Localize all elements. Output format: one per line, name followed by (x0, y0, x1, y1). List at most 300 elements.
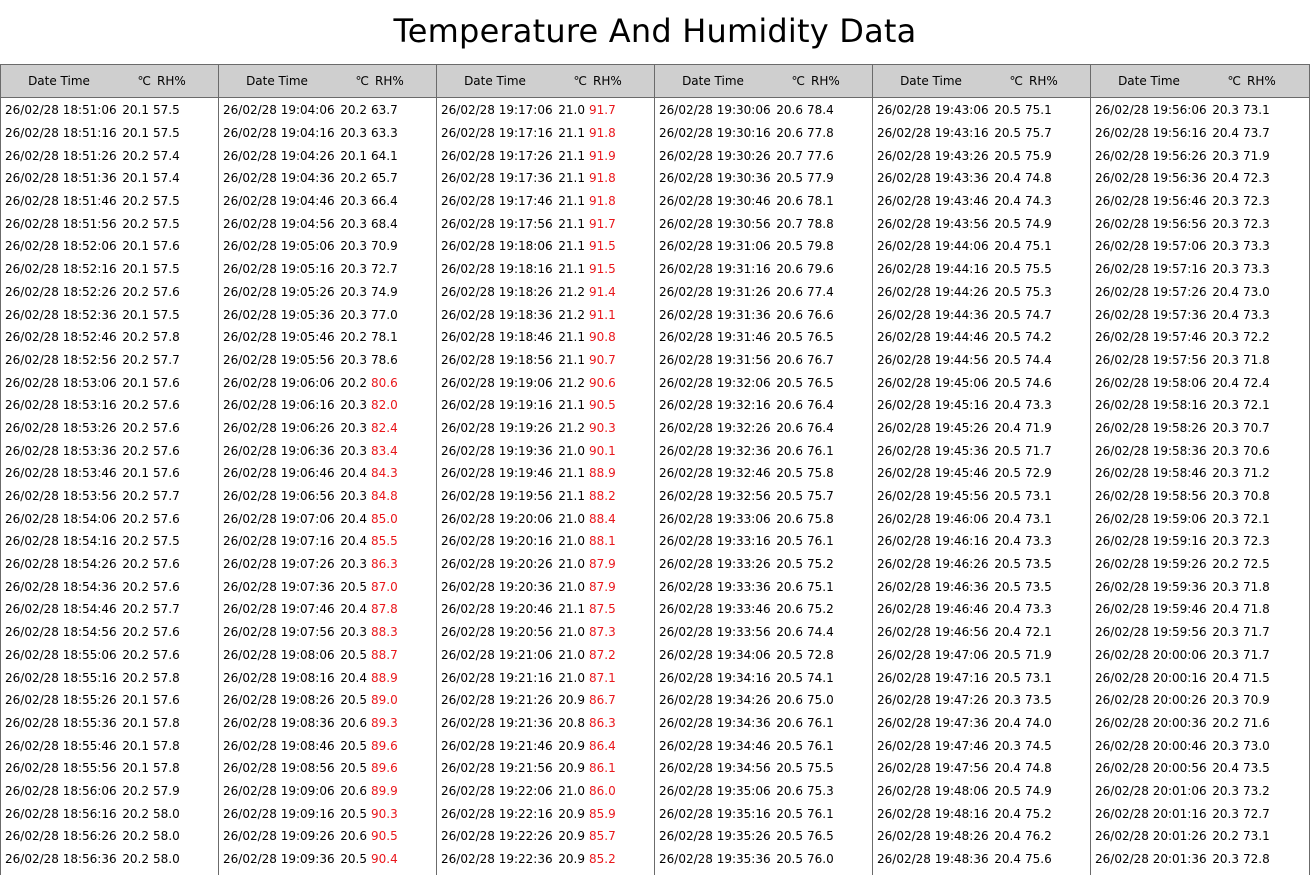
data-column (1, 64, 219, 875)
cell-humidity: 74.9 (1025, 216, 1052, 231)
cell-datetime: 26/02/28 19:32:26 (659, 420, 771, 435)
cell-humidity: 77.0 (371, 307, 398, 322)
cell-datetime: 26/02/28 19:17:16 (441, 126, 553, 141)
table-row (437, 235, 654, 258)
cell-temperature: 20.2 (1212, 557, 1239, 572)
cell-temperature: 20.9 (558, 761, 585, 776)
table-row (1, 780, 218, 803)
cell-datetime: 26/02/28 20:00:56 (1095, 761, 1207, 776)
cell-temperature: 21.1 (558, 126, 585, 141)
cell-datetime: 26/02/28 19:33:46 (659, 602, 771, 617)
cell-humidity: 85.5 (371, 534, 398, 549)
cell-temperature: 20.2 (122, 352, 149, 367)
cell-datetime: 26/02/28 19:21:46 (441, 738, 553, 753)
table-row (1, 99, 218, 122)
cell-humidity: 72.5 (1243, 557, 1270, 572)
cell-humidity: 89.6 (371, 738, 398, 753)
cell-humidity: 85.2 (589, 852, 616, 867)
cell-datetime: 26/02/28 19:05:06 (223, 239, 335, 254)
data-column (219, 64, 437, 875)
cell-temperature: 20.3 (1212, 148, 1239, 163)
cell-temperature: 20.2 (122, 398, 149, 413)
cell-temperature: 20.3 (340, 284, 367, 299)
cell-datetime: 26/02/28 19:46:26 (877, 557, 989, 572)
table-row (437, 349, 654, 372)
cell-humidity: 73.3 (1243, 262, 1270, 277)
cell-datetime: 26/02/28 19:19:46 (441, 466, 553, 481)
cell-humidity: 57.4 (153, 171, 180, 186)
table-row (437, 734, 654, 757)
cell-datetime: 26/02/28 19:57:56 (1095, 352, 1207, 367)
cell-temperature: 20.4 (994, 420, 1021, 435)
cell-datetime: 26/02/28 19:17:36 (441, 171, 553, 186)
cell-humidity: 73.5 (1025, 579, 1052, 594)
cell-humidity: 57.6 (153, 284, 180, 299)
cell-datetime: 26/02/28 19:32:46 (659, 466, 771, 481)
table-row (1091, 349, 1309, 372)
table-row (655, 780, 872, 803)
cell-humidity: 74.9 (1025, 783, 1052, 798)
cell-temperature: 20.5 (994, 352, 1021, 367)
table-row (219, 780, 436, 803)
cell-temperature: 20.6 (776, 625, 803, 640)
cell-temperature: 20.4 (340, 534, 367, 549)
cell-datetime: 26/02/28 19:07:16 (223, 534, 335, 549)
cell-temperature: 20.3 (1212, 534, 1239, 549)
cell-temperature: 20.3 (1212, 194, 1239, 209)
cell-humidity: 58.0 (153, 806, 180, 821)
cell-temperature: 20.6 (776, 783, 803, 798)
table-row (219, 167, 436, 190)
cell-datetime: 26/02/28 20:00:46 (1095, 738, 1207, 753)
cell-datetime: 26/02/28 19:17:46 (441, 194, 553, 209)
cell-temperature: 20.5 (994, 375, 1021, 390)
cell-humidity: 71.2 (1243, 466, 1270, 481)
cell-temperature: 20.2 (340, 330, 367, 345)
cell-humidity: 72.9 (1025, 466, 1052, 481)
cell-datetime: 26/02/28 19:31:16 (659, 262, 771, 277)
table-row (219, 621, 436, 644)
table-row (873, 235, 1090, 258)
cell-humidity: 75.1 (807, 579, 834, 594)
data-column (655, 64, 873, 875)
cell-temperature: 20.5 (994, 557, 1021, 572)
cell-temperature: 20.3 (340, 398, 367, 413)
table-row (655, 734, 872, 757)
cell-humidity: 72.3 (1243, 534, 1270, 549)
cell-humidity: 87.1 (589, 670, 616, 685)
cell-datetime: 26/02/28 18:51:06 (5, 103, 117, 118)
cell-temperature: 20.5 (776, 534, 803, 549)
cell-datetime: 26/02/28 20:00:16 (1095, 670, 1207, 685)
table-row (437, 689, 654, 712)
cell-humidity: 76.6 (807, 307, 834, 322)
table-row (1, 462, 218, 485)
table-row (1091, 553, 1309, 576)
cell-humidity: 76.7 (807, 352, 834, 367)
cell-datetime: 26/02/28 19:43:26 (877, 148, 989, 163)
table-row (1, 258, 218, 281)
cell-temperature: 21.0 (558, 625, 585, 640)
cell-temperature: 21.2 (558, 284, 585, 299)
table-row (655, 825, 872, 848)
table-row (1, 666, 218, 689)
header-humidity: RH% (157, 74, 186, 88)
header-datetime: Date Time (464, 74, 526, 88)
table-row (437, 848, 654, 871)
table-row (873, 281, 1090, 304)
cell-temperature: 20.5 (994, 443, 1021, 458)
cell-datetime: 26/02/28 19:06:56 (223, 489, 335, 504)
cell-temperature: 21.1 (558, 330, 585, 345)
cell-datetime: 26/02/28 18:54:26 (5, 557, 117, 572)
cell-datetime: 26/02/28 19:30:26 (659, 148, 771, 163)
table-row (219, 689, 436, 712)
cell-humidity: 57.6 (153, 579, 180, 594)
cell-temperature: 20.2 (122, 647, 149, 662)
cell-datetime: 26/02/28 18:51:36 (5, 171, 117, 186)
cell-temperature: 20.5 (340, 852, 367, 867)
table-row (1091, 258, 1309, 281)
table-row (655, 303, 872, 326)
cell-datetime: 26/02/28 19:44:26 (877, 284, 989, 299)
header-humidity: RH% (593, 74, 622, 88)
cell-humidity: 77.8 (807, 126, 834, 141)
table-row (219, 644, 436, 667)
cell-temperature: 20.5 (994, 103, 1021, 118)
cell-datetime: 26/02/28 19:56:56 (1095, 216, 1207, 231)
table-row (219, 802, 436, 825)
column-header (1, 64, 218, 98)
cell-humidity: 89.3 (371, 715, 398, 730)
header-temperature: ℃ (355, 74, 369, 88)
cell-temperature: 20.5 (994, 579, 1021, 594)
cell-temperature: 20.1 (122, 126, 149, 141)
cell-humidity: 74.2 (1025, 330, 1052, 345)
cell-humidity: 57.6 (153, 398, 180, 413)
cell-temperature: 20.5 (776, 647, 803, 662)
table-row (437, 485, 654, 508)
cell-humidity: 57.7 (153, 489, 180, 504)
cell-humidity: 76.0 (807, 852, 834, 867)
cell-temperature: 21.1 (558, 194, 585, 209)
cell-temperature: 20.3 (1212, 420, 1239, 435)
cell-temperature: 20.3 (1212, 489, 1239, 504)
table-row (219, 371, 436, 394)
cell-temperature: 20.5 (994, 262, 1021, 277)
table-row (1, 371, 218, 394)
table-row (655, 598, 872, 621)
table-row (655, 575, 872, 598)
table-row (655, 553, 872, 576)
cell-humidity: 78.1 (371, 330, 398, 345)
cell-datetime: 26/02/28 18:53:26 (5, 420, 117, 435)
cell-datetime: 26/02/28 20:01:36 (1095, 852, 1207, 867)
table-row (873, 507, 1090, 530)
cell-datetime: 26/02/28 19:58:06 (1095, 375, 1207, 390)
table-row (219, 99, 436, 122)
cell-datetime: 26/02/28 18:53:16 (5, 398, 117, 413)
cell-humidity: 82.4 (371, 420, 398, 435)
cell-temperature: 20.2 (122, 625, 149, 640)
cell-datetime: 26/02/28 19:05:36 (223, 307, 335, 322)
table-row (1, 598, 218, 621)
cell-datetime: 26/02/28 19:35:26 (659, 829, 771, 844)
cell-humidity: 71.7 (1243, 647, 1270, 662)
table-row (437, 575, 654, 598)
cell-datetime: 26/02/28 19:44:36 (877, 307, 989, 322)
cell-temperature: 20.4 (994, 829, 1021, 844)
cell-datetime: 26/02/28 19:34:46 (659, 738, 771, 753)
table-row (655, 258, 872, 281)
table-row (873, 757, 1090, 780)
cell-temperature: 20.4 (340, 670, 367, 685)
cell-datetime: 26/02/28 19:30:16 (659, 126, 771, 141)
cell-datetime: 26/02/28 19:06:26 (223, 420, 335, 435)
cell-temperature: 20.2 (122, 602, 149, 617)
cell-humidity: 91.4 (589, 284, 616, 299)
cell-humidity: 85.7 (589, 829, 616, 844)
table-row (219, 462, 436, 485)
cell-humidity: 88.3 (371, 625, 398, 640)
cell-humidity: 77.4 (807, 284, 834, 299)
cell-humidity: 86.3 (371, 557, 398, 572)
header-datetime: Date Time (246, 74, 308, 88)
table-row (437, 712, 654, 735)
cell-temperature: 20.4 (994, 171, 1021, 186)
cell-humidity: 74.7 (1025, 307, 1052, 322)
table-row (219, 439, 436, 462)
table-row (219, 598, 436, 621)
cell-humidity: 74.0 (1025, 715, 1052, 730)
cell-temperature: 20.1 (122, 171, 149, 186)
cell-humidity: 72.7 (1243, 806, 1270, 821)
page-title: Temperature And Humidity Data (393, 12, 917, 50)
cell-datetime: 26/02/28 19:43:56 (877, 216, 989, 231)
table-row (437, 825, 654, 848)
cell-humidity: 74.6 (1025, 375, 1052, 390)
cell-datetime: 26/02/28 19:30:36 (659, 171, 771, 186)
table-row (437, 507, 654, 530)
cell-datetime: 26/02/28 19:59:06 (1095, 511, 1207, 526)
cell-temperature: 21.1 (558, 602, 585, 617)
table-row (873, 848, 1090, 871)
table-row (655, 212, 872, 235)
cell-humidity: 73.7 (1243, 126, 1270, 141)
table-row (219, 530, 436, 553)
cell-temperature: 20.5 (776, 239, 803, 254)
cell-temperature: 21.0 (558, 443, 585, 458)
cell-datetime: 26/02/28 19:35:16 (659, 806, 771, 821)
table-row (437, 99, 654, 122)
cell-datetime: 26/02/28 18:52:46 (5, 330, 117, 345)
table-row (1091, 666, 1309, 689)
cell-temperature: 20.5 (994, 466, 1021, 481)
cell-humidity: 77.6 (807, 148, 834, 163)
cell-humidity: 90.5 (371, 829, 398, 844)
cell-datetime: 26/02/28 19:34:06 (659, 647, 771, 662)
cell-temperature: 20.1 (122, 307, 149, 322)
cell-datetime: 26/02/28 19:59:16 (1095, 534, 1207, 549)
table-row (219, 235, 436, 258)
cell-temperature: 20.3 (1212, 738, 1239, 753)
cell-temperature: 20.5 (776, 171, 803, 186)
cell-datetime: 26/02/28 19:04:06 (223, 103, 335, 118)
cell-humidity: 57.6 (153, 443, 180, 458)
cell-datetime: 26/02/28 19:20:16 (441, 534, 553, 549)
cell-humidity: 74.3 (1025, 194, 1052, 209)
cell-humidity: 76.5 (807, 330, 834, 345)
cell-humidity: 86.4 (589, 738, 616, 753)
cell-temperature: 20.3 (340, 216, 367, 231)
table-row (1091, 462, 1309, 485)
cell-humidity: 73.1 (1025, 489, 1052, 504)
cell-temperature: 20.2 (122, 489, 149, 504)
cell-datetime: 26/02/28 19:08:36 (223, 715, 335, 730)
table-row (873, 190, 1090, 213)
cell-datetime: 26/02/28 19:44:46 (877, 330, 989, 345)
cell-humidity: 73.5 (1025, 557, 1052, 572)
cell-datetime: 26/02/28 19:19:26 (441, 420, 553, 435)
cell-datetime: 26/02/28 19:21:26 (441, 693, 553, 708)
table-row (1, 190, 218, 213)
cell-humidity: 90.3 (589, 420, 616, 435)
cell-humidity: 89.9 (371, 783, 398, 798)
cell-humidity: 70.8 (1243, 489, 1270, 504)
cell-temperature: 21.1 (558, 398, 585, 413)
cell-datetime: 26/02/28 19:18:56 (441, 352, 553, 367)
cell-datetime: 26/02/28 19:56:26 (1095, 148, 1207, 163)
cell-temperature: 20.3 (1212, 647, 1239, 662)
cell-datetime: 26/02/28 19:09:16 (223, 806, 335, 821)
table-row (1091, 621, 1309, 644)
table-row (873, 825, 1090, 848)
cell-datetime: 26/02/28 19:43:16 (877, 126, 989, 141)
cell-humidity: 72.7 (371, 262, 398, 277)
cell-temperature: 20.4 (994, 194, 1021, 209)
cell-temperature: 20.4 (1212, 670, 1239, 685)
table-row (873, 439, 1090, 462)
cell-temperature: 20.6 (776, 715, 803, 730)
cell-temperature: 20.5 (776, 670, 803, 685)
table-row (1, 349, 218, 372)
cell-temperature: 20.4 (994, 715, 1021, 730)
cell-temperature: 20.2 (122, 579, 149, 594)
cell-humidity: 73.0 (1243, 284, 1270, 299)
table-row (1091, 825, 1309, 848)
cell-humidity: 70.9 (371, 239, 398, 254)
header-temperature: ℃ (137, 74, 151, 88)
cell-humidity: 72.2 (1243, 330, 1270, 345)
cell-humidity: 79.8 (807, 239, 834, 254)
table-row (1091, 507, 1309, 530)
cell-datetime: 26/02/28 19:31:06 (659, 239, 771, 254)
table-row (1091, 734, 1309, 757)
table-row (437, 757, 654, 780)
table-row (437, 621, 654, 644)
cell-humidity: 71.7 (1243, 625, 1270, 640)
table-row (437, 666, 654, 689)
cell-humidity: 70.6 (1243, 443, 1270, 458)
table-row (219, 712, 436, 735)
table-row (655, 371, 872, 394)
header-datetime: Date Time (28, 74, 90, 88)
cell-datetime: 26/02/28 19:58:46 (1095, 466, 1207, 481)
cell-temperature: 20.4 (994, 806, 1021, 821)
cell-humidity: 74.4 (1025, 352, 1052, 367)
cell-humidity: 90.1 (589, 443, 616, 458)
cell-temperature: 20.4 (1212, 284, 1239, 299)
cell-humidity: 75.9 (1025, 148, 1052, 163)
cell-temperature: 20.2 (1212, 829, 1239, 844)
table-row (873, 666, 1090, 689)
cell-humidity: 75.1 (1025, 239, 1052, 254)
cell-humidity: 74.8 (1025, 171, 1052, 186)
cell-humidity: 73.2 (1243, 783, 1270, 798)
cell-humidity: 86.0 (589, 783, 616, 798)
table-row (219, 417, 436, 440)
cell-datetime: 26/02/28 19:19:06 (441, 375, 553, 390)
cell-temperature: 20.5 (340, 579, 367, 594)
table-row (1, 144, 218, 167)
cell-humidity: 87.3 (589, 625, 616, 640)
table-row (873, 258, 1090, 281)
cell-temperature: 20.2 (122, 670, 149, 685)
cell-datetime: 26/02/28 20:01:26 (1095, 829, 1207, 844)
cell-temperature: 20.5 (776, 557, 803, 572)
table-row (655, 507, 872, 530)
cell-humidity: 57.5 (153, 103, 180, 118)
cell-datetime: 26/02/28 19:33:06 (659, 511, 771, 526)
cell-datetime: 26/02/28 19:48:36 (877, 852, 989, 867)
table-row (1, 802, 218, 825)
table-row (655, 281, 872, 304)
cell-datetime: 26/02/28 19:33:26 (659, 557, 771, 572)
table-row (437, 212, 654, 235)
cell-humidity: 71.5 (1243, 670, 1270, 685)
cell-temperature: 20.3 (1212, 216, 1239, 231)
cell-temperature: 20.2 (122, 534, 149, 549)
cell-temperature: 20.3 (1212, 783, 1239, 798)
cell-temperature: 21.0 (558, 511, 585, 526)
cell-datetime: 26/02/28 19:30:46 (659, 194, 771, 209)
table-row (1091, 598, 1309, 621)
table-row (655, 689, 872, 712)
cell-temperature: 20.3 (1212, 625, 1239, 640)
cell-datetime: 26/02/28 19:57:26 (1095, 284, 1207, 299)
cell-temperature: 20.1 (122, 239, 149, 254)
table-row (873, 780, 1090, 803)
cell-datetime: 26/02/28 19:59:26 (1095, 557, 1207, 572)
cell-humidity: 88.1 (589, 534, 616, 549)
table-row (873, 212, 1090, 235)
cell-datetime: 26/02/28 19:22:16 (441, 806, 553, 821)
cell-datetime: 26/02/28 18:54:16 (5, 534, 117, 549)
cell-temperature: 20.1 (122, 262, 149, 277)
cell-datetime: 26/02/28 19:31:36 (659, 307, 771, 322)
table-row (1, 644, 218, 667)
data-column (873, 64, 1091, 875)
cell-datetime: 26/02/28 19:04:26 (223, 148, 335, 163)
cell-humidity: 57.4 (153, 148, 180, 163)
cell-temperature: 21.0 (558, 670, 585, 685)
cell-datetime: 26/02/28 19:17:06 (441, 103, 553, 118)
table-row (1091, 689, 1309, 712)
cell-temperature: 20.2 (122, 511, 149, 526)
cell-temperature: 20.9 (558, 852, 585, 867)
cell-datetime: 26/02/28 19:04:16 (223, 126, 335, 141)
cell-humidity: 78.6 (371, 352, 398, 367)
